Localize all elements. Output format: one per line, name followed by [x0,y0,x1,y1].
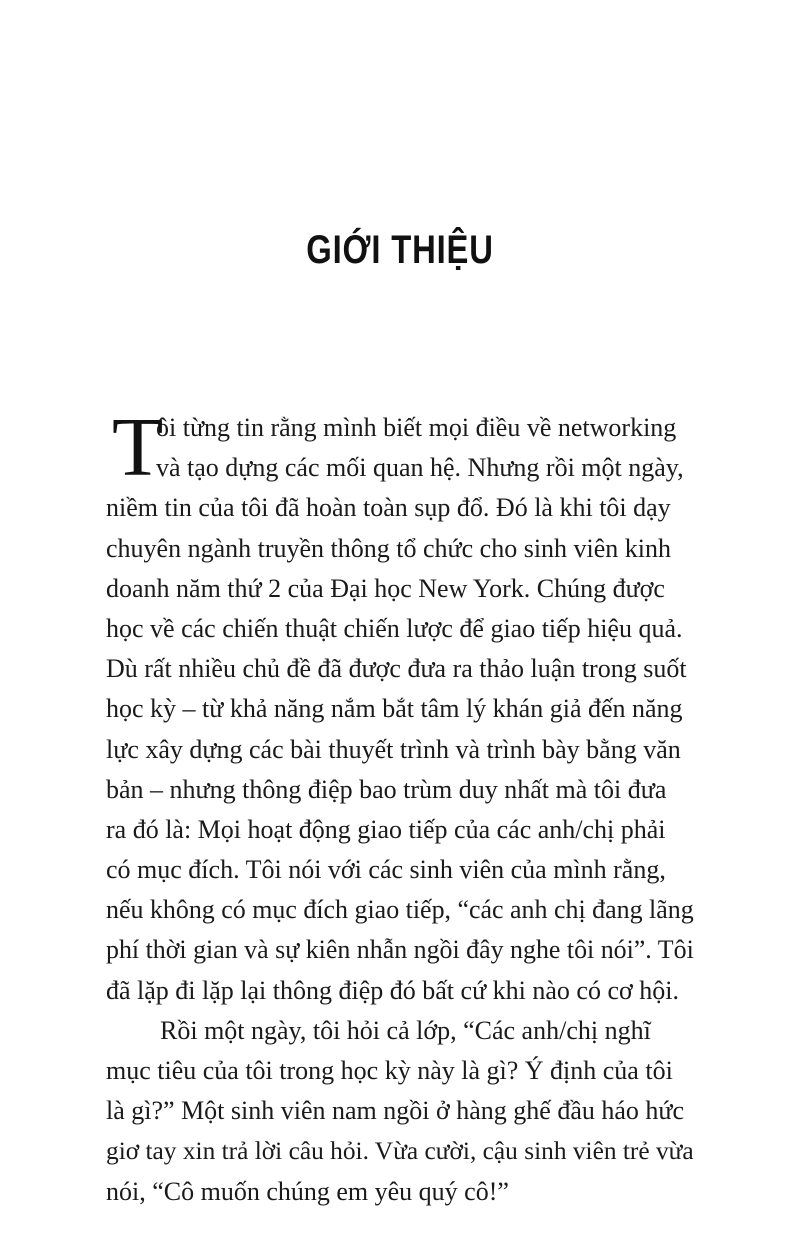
text-line: mục tiêu của tôi trong học kỳ này là gì? Ý định của tôi [106,1056,673,1085]
text-line: Dù rất nhiều chủ đề đã được đưa ra thảo luận trong suốt [106,654,687,684]
text-line: lực xây dựng các bài thuyết trình và trình bày bằng văn [106,734,681,764]
text-line: phí thời gian và sự kiên nhẫn ngồi đây nghe tôi nói”. Tôi [106,935,694,965]
drop-cap: T [112,401,164,494]
body-text [106,401,694,1212]
text-line: chuyên ngành truyền thông tổ chức cho sinh viên kinh [106,533,672,563]
text-line: học kỳ – từ khả năng nắm bắt tâm lý khán giả đến năng [106,694,683,724]
paragraph-1 [106,401,694,1011]
text-line: và tạo dựng các mối quan hệ. Nhưng rồi một ngày, [156,453,684,483]
text-line: có mục đích. Tôi nói với các sinh viên của mình rằng, [106,855,666,885]
text-line: nếu không có mục đích giao tiếp, “các anh chị đang lãng [106,895,694,925]
text-line: học về các chiến thuật chiến lược để giao tiếp hiệu quả. [106,613,683,643]
text-line: Rồi một ngày, tôi hỏi cả lớp, “Các anh/chị nghĩ [160,1015,651,1045]
text-line: là gì?” Một sinh viên nam ngồi ở hàng ghế đầu háo hức [106,1096,685,1126]
paragraph-2 [106,1011,694,1212]
text-line: đã lặp đi lặp lại thông điệp đó bất cứ khi nào có cơ hội. [106,975,679,1005]
text-line: doanh năm thứ 2 của Đại học New York. Chúng được [106,573,665,603]
text-line: ôi từng tin rằng mình biết mọi điều về networking [156,413,677,442]
text-line: giơ tay xin trả lời câu hỏi. Vừa cười, cậu sinh viên trẻ vừa [106,1137,694,1166]
text-line: ra đó là: Mọi hoạt động giao tiếp của các anh/chị phải [106,814,666,844]
text-line: niềm tin của tôi đã hoàn toàn sụp đổ. Đó là khi tôi dạy [106,493,671,523]
chapter-title: GIỚI THIỆU [306,228,494,272]
text-line: bản – nhưng thông điệp bao trùm duy nhất mà tôi đưa [106,774,667,804]
text-line: nói, “Cô muốn chúng em yêu quý cô!” [106,1176,509,1206]
